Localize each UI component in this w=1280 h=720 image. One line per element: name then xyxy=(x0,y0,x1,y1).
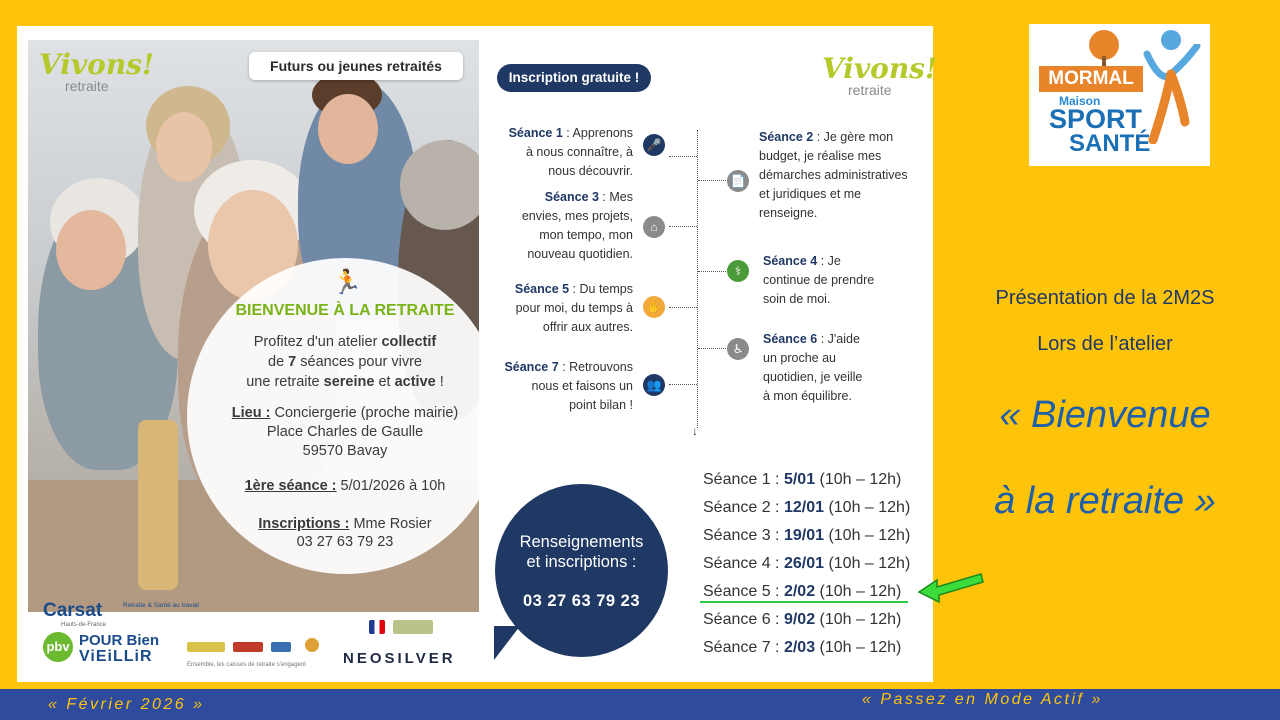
vivons-retraite-logo-2 xyxy=(822,52,938,108)
partner-logo-1 xyxy=(187,642,225,652)
partner-logo-2 xyxy=(233,642,263,652)
session-row: Séance 6 : 9/02 (10h – 12h) xyxy=(703,611,902,628)
step-5-connector xyxy=(669,307,697,308)
republique-logo xyxy=(369,620,385,634)
carsat-logo: Carsat xyxy=(43,600,103,621)
welcome-circle xyxy=(187,258,503,574)
step-3-connector xyxy=(669,226,697,227)
step-2-connector xyxy=(698,180,726,181)
session-row: Séance 4 : 26/01 (10h – 12h) xyxy=(703,555,911,572)
footer-bar xyxy=(0,689,1280,720)
vivons-logo-word: Vivons! xyxy=(39,48,155,81)
step-1-text: Séance 1 : Apprenons à nous connaître, à nous découvrir. xyxy=(508,126,633,178)
session-5-underline xyxy=(700,601,908,603)
session-row-highlighted: Séance 5 : 2/02 (10h – 12h) xyxy=(703,583,902,600)
partner-logo-3 xyxy=(271,642,291,652)
contact-bubble-phone: 03 27 63 79 23 xyxy=(522,592,641,610)
session-row: Séance 3 : 19/01 (10h – 12h) xyxy=(703,527,911,544)
bubble-tail xyxy=(494,626,520,660)
carsat-subtitle: Retraite & Santé au travail xyxy=(123,602,199,609)
partner-logos xyxy=(39,598,479,678)
step-2-text: Séance 2 : Je gère mon budget, je réalise mes démarches administratives et juridiques et me renseigne. xyxy=(759,130,908,220)
pbv-title-2: ViEiLLiR xyxy=(79,648,153,665)
partner-logo-4 xyxy=(305,638,319,652)
timeline-line xyxy=(697,130,698,428)
step-4-bottle-icon: ⚕ xyxy=(727,260,749,282)
step-1-connector xyxy=(669,156,697,157)
mormal-maison: Maison xyxy=(1059,94,1101,108)
mormal-sport-sante-logo xyxy=(1029,24,1210,166)
regional-logo xyxy=(393,620,433,634)
mormal-sport: SPORT xyxy=(1049,104,1143,134)
runner-icon: 🏃 xyxy=(332,269,362,296)
footer-date: « Février 2026 » xyxy=(48,696,205,713)
mormal-sante: SANTÉ xyxy=(1069,130,1151,157)
session-schedule xyxy=(703,466,933,662)
step-3-house-icon: ⌂ xyxy=(643,216,665,238)
step-6-connector xyxy=(698,348,726,349)
session-row: Séance 1 : 5/01 (10h – 12h) xyxy=(703,471,902,488)
session-row: Séance 2 : 12/01 (10h – 12h) xyxy=(703,499,911,516)
vivons-retraite-logo xyxy=(39,48,155,104)
vivons-logo-sub-2: retraite xyxy=(848,82,892,98)
step-4-connector xyxy=(698,271,726,272)
step-7-connector xyxy=(669,384,697,385)
footer-slogan: « Passez en Mode Actif » xyxy=(862,691,1103,708)
audience-tag: Futurs ou jeunes retraités xyxy=(249,52,463,80)
step-6-care-icon: ♿ xyxy=(727,338,749,360)
workshop-description: Profitez d'un atelier collectif de 7 séances pour vivre une retraite sereine et active ! xyxy=(246,334,444,390)
flyer xyxy=(17,26,938,682)
carsat-region: Hauts-de-France xyxy=(61,622,107,628)
presentation-subtitle: Lors de l’atelier xyxy=(1037,333,1173,355)
vivons-logo-sub: retraite xyxy=(65,78,109,94)
step-5-helping-icon: ✋ xyxy=(643,296,665,318)
workshop-name-line-2: à la retraite » xyxy=(994,480,1216,522)
green-arrow-icon xyxy=(917,570,987,606)
step-1-microphone-icon: 🎤 xyxy=(643,134,665,156)
free-registration-badge: Inscription gratuite ! xyxy=(497,64,651,92)
pbv-title-1: POUR Bien xyxy=(79,632,160,649)
registration-contact: Inscriptions : Mme Rosier 03 27 63 79 23 xyxy=(258,516,432,550)
step-5-text: Séance 5 : Du temps pour moi, du temps à offrir aux autres. xyxy=(514,282,633,334)
vivons-logo-word-2: Vivons! xyxy=(822,52,938,85)
first-session-info: 1ère séance : 5/01/2026 à 10h xyxy=(244,478,446,494)
step-4-text: Séance 4 : Je continue de prendre soin de moi. xyxy=(763,254,875,306)
step-6-text: Séance 6 : J'aide un proche au quotidien, je veille à mon équilibre. xyxy=(763,332,863,403)
workshop-name-line-1: « Bienvenue xyxy=(999,394,1211,436)
runner-figure-icon xyxy=(1141,44,1201,144)
partners-tagline: Ensemble, les caisses de retraite s'engagent xyxy=(187,662,306,668)
step-7-group-icon: 👥 xyxy=(643,374,665,396)
venue-info: Lieu : Conciergerie (proche mairie) Place Charles de Gaulle 59570 Bavay xyxy=(231,405,459,459)
step-2-document-icon: 📄 xyxy=(727,170,749,192)
mormal-band: MORMAL xyxy=(1039,66,1143,92)
contact-bubble-label: Renseignements et inscriptions : xyxy=(519,533,644,571)
welcome-title: BIENVENUE À LA RETRAITE xyxy=(235,302,455,319)
step-3-text: Séance 3 : Mes envies, mes projets, mon tempo, mon nouveau quotidien. xyxy=(521,190,633,261)
presentation-title: Présentation de la 2M2S xyxy=(995,287,1215,309)
contact-bubble xyxy=(495,484,668,657)
session-row: Séance 7 : 2/03 (10h – 12h) xyxy=(703,639,902,656)
timeline-arrow-icon: ↓ xyxy=(692,424,698,438)
step-7-text: Séance 7 : Retrouvons nous et faisons un point bilan ! xyxy=(504,360,633,412)
neosilver-logo: NEOSILVER xyxy=(343,650,456,667)
pbv-logo-icon: pbv xyxy=(43,632,73,662)
